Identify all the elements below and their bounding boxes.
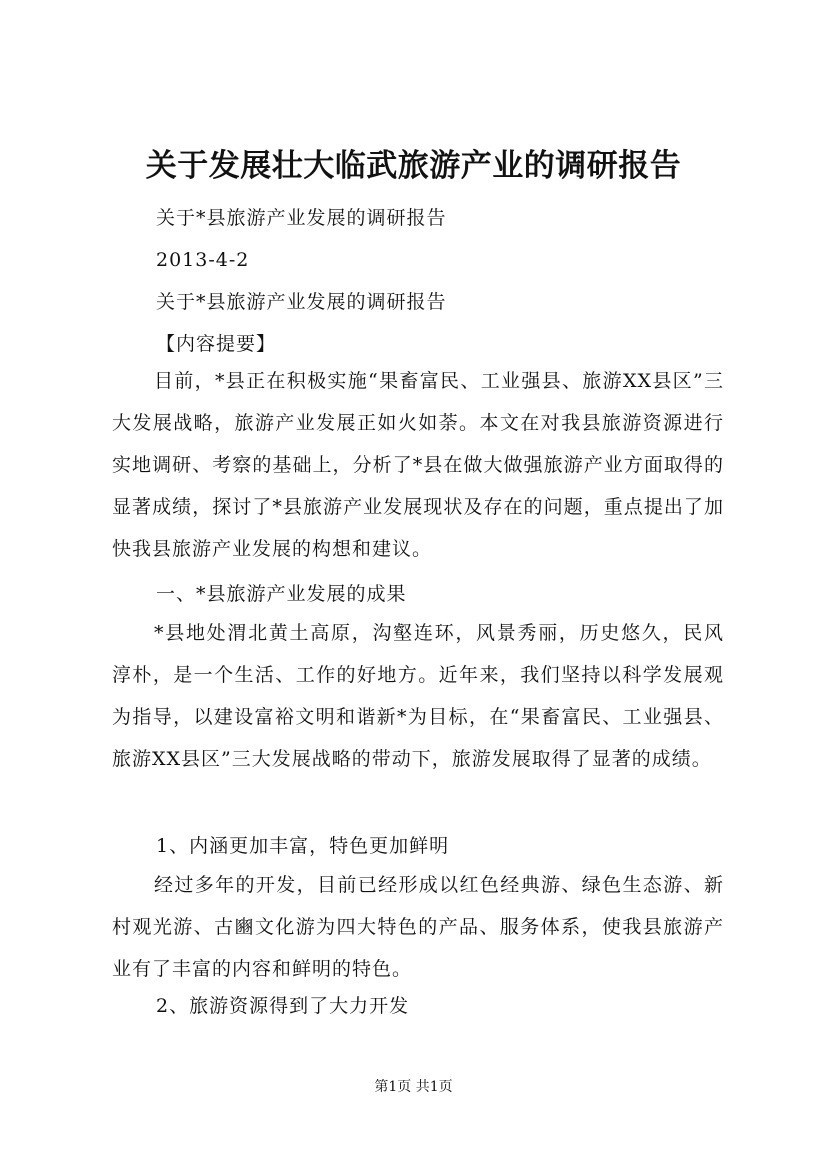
subsection-1-heading: 1、内涵更加丰富，特色更加鲜明 [156, 835, 450, 857]
section-1-heading: 一、*县旅游产业发展的成果 [156, 583, 407, 605]
subsection-1-paragraph: 经过多年的开发，目前已经形成以红色经典游、绿色生态游、新村观光游、古豳文化游为四大特色的产品、服务体系，使我县旅游产业有了丰富的内容和鲜明的特色。 [112, 874, 724, 980]
date-line: 2013-4-2 [156, 249, 250, 271]
abstract-paragraph: 目前，*县正在积极实施“果畜富民、工业强县、旅游XX县区”三大发展战略，旅游产业发展正如火如荼。本文在对我县旅游资源进行实地调研、考察的基础上，分析了*县在做大做强旅游产业方面取得的显著成绩，探讨了*县旅游产业发展现状及存在的问题，重点提出了加快我县旅游产业发展的构想和建议。 [112, 370, 724, 560]
page-footer: 第1页 共1页 [374, 1079, 453, 1095]
section-1-paragraph: *县地处渭北黄土高原，沟壑连环，风景秀丽，历史悠久，民风淳朴，是一个生活、工作的好地方。近年来，我们坚持以科学发展观为指导，以建设富裕文明和谐新*为目标，在“果畜富民、工业强县、旅游XX县区”三大发展战略的带动下，旅游发展取得了显著的成绩。 [112, 622, 724, 770]
subtitle-line-1: 关于*县旅游产业发展的调研报告 [156, 207, 447, 229]
abstract-heading: 【内容提要】 [156, 333, 277, 355]
subtitle-line-2: 关于*县旅游产业发展的调研报告 [156, 291, 447, 313]
subsection-2-heading: 2、旅游资源得到了大力开发 [156, 995, 410, 1017]
document-title: 关于发展壮大临武旅游产业的调研报告 [145, 148, 682, 184]
